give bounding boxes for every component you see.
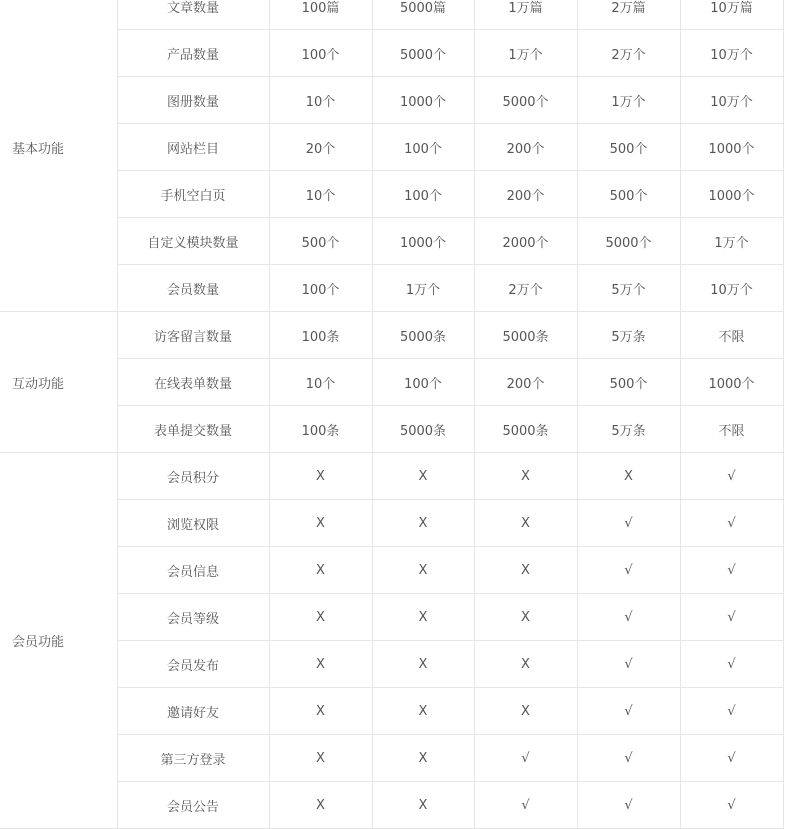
cross-icon: X xyxy=(372,688,474,735)
check-icon: √ xyxy=(577,500,680,547)
value-cell: 100个 xyxy=(269,30,372,77)
value-cell: 10个 xyxy=(269,359,372,406)
value-cell: 5万个 xyxy=(577,265,680,312)
table-row xyxy=(0,218,783,265)
feature-cell: 会员公告 xyxy=(117,782,269,829)
table-row xyxy=(0,77,783,124)
value-cell: 5000条 xyxy=(474,406,577,453)
value-cell: 5000个 xyxy=(577,218,680,265)
value-cell: 200个 xyxy=(474,124,577,171)
value-cell: 100条 xyxy=(269,312,372,359)
value-cell: 100篇 xyxy=(269,0,372,30)
feature-cell: 文章数量 xyxy=(117,0,269,30)
check-icon: √ xyxy=(577,547,680,594)
value-cell: 2万个 xyxy=(577,30,680,77)
table-row xyxy=(0,782,783,829)
table-row xyxy=(0,688,783,735)
check-icon: √ xyxy=(474,735,577,782)
value-cell: 不限 xyxy=(680,312,783,359)
table-row xyxy=(0,735,783,782)
cross-icon: X xyxy=(474,453,577,500)
feature-cell: 会员等级 xyxy=(117,594,269,641)
value-cell: 200个 xyxy=(474,171,577,218)
check-icon: √ xyxy=(680,453,783,500)
value-cell: 2000个 xyxy=(474,218,577,265)
cross-icon: X xyxy=(269,453,372,500)
value-cell: 100个 xyxy=(372,124,474,171)
cross-icon: X xyxy=(474,641,577,688)
feature-cell: 会员积分 xyxy=(117,453,269,500)
feature-cell: 网站栏目 xyxy=(117,124,269,171)
value-cell: 10个 xyxy=(269,171,372,218)
feature-cell: 产品数量 xyxy=(117,30,269,77)
value-cell: 5000条 xyxy=(372,312,474,359)
value-cell: 1000个 xyxy=(680,359,783,406)
value-cell: 10万篇 xyxy=(680,0,783,30)
value-cell: 500个 xyxy=(577,124,680,171)
cross-icon: X xyxy=(269,594,372,641)
cross-icon: X xyxy=(269,782,372,829)
value-cell: 5000篇 xyxy=(372,0,474,30)
table-row xyxy=(0,0,783,30)
feature-cell: 访客留言数量 xyxy=(117,312,269,359)
value-cell: 10万个 xyxy=(680,30,783,77)
value-cell: 5000个 xyxy=(474,77,577,124)
value-cell: 10个 xyxy=(269,77,372,124)
cross-icon: X xyxy=(372,782,474,829)
check-icon: √ xyxy=(680,735,783,782)
feature-cell: 自定义模块数量 xyxy=(117,218,269,265)
value-cell: 1万个 xyxy=(474,30,577,77)
value-cell: 500个 xyxy=(269,218,372,265)
cross-icon: X xyxy=(372,641,474,688)
feature-cell: 图册数量 xyxy=(117,77,269,124)
feature-cell: 表单提交数量 xyxy=(117,406,269,453)
table-row xyxy=(0,124,783,171)
cross-icon: X xyxy=(372,547,474,594)
cross-icon: X xyxy=(474,688,577,735)
cross-icon: X xyxy=(269,641,372,688)
feature-cell: 第三方登录 xyxy=(117,735,269,782)
value-cell: 100个 xyxy=(269,265,372,312)
check-icon: √ xyxy=(577,735,680,782)
cross-icon: X xyxy=(269,500,372,547)
table-row xyxy=(0,641,783,688)
table-row xyxy=(0,359,783,406)
feature-cell: 在线表单数量 xyxy=(117,359,269,406)
cross-icon: X xyxy=(577,453,680,500)
table-row xyxy=(0,312,783,359)
table-row xyxy=(0,594,783,641)
feature-cell: 会员信息 xyxy=(117,547,269,594)
cross-icon: X xyxy=(269,547,372,594)
value-cell: 100个 xyxy=(372,171,474,218)
value-cell: 1万个 xyxy=(372,265,474,312)
cross-icon: X xyxy=(474,547,577,594)
value-cell: 2万个 xyxy=(474,265,577,312)
cross-icon: X xyxy=(372,735,474,782)
value-cell: 1000个 xyxy=(680,171,783,218)
value-cell: 2万篇 xyxy=(577,0,680,30)
check-icon: √ xyxy=(474,782,577,829)
value-cell: 5万条 xyxy=(577,406,680,453)
value-cell: 100条 xyxy=(269,406,372,453)
table-row xyxy=(0,406,783,453)
check-icon: √ xyxy=(577,594,680,641)
cross-icon: X xyxy=(474,594,577,641)
value-cell: 5000条 xyxy=(474,312,577,359)
table-row xyxy=(0,453,783,500)
check-icon: √ xyxy=(680,500,783,547)
cross-icon: X xyxy=(372,453,474,500)
value-cell: 1000个 xyxy=(372,218,474,265)
value-cell: 1000个 xyxy=(680,124,783,171)
table-row xyxy=(0,171,783,218)
value-cell: 1万个 xyxy=(577,77,680,124)
value-cell: 不限 xyxy=(680,406,783,453)
value-cell: 5000条 xyxy=(372,406,474,453)
table-row xyxy=(0,547,783,594)
cross-icon: X xyxy=(372,594,474,641)
table-row xyxy=(0,500,783,547)
check-icon: √ xyxy=(680,688,783,735)
check-icon: √ xyxy=(577,782,680,829)
cross-icon: X xyxy=(269,688,372,735)
value-cell: 200个 xyxy=(474,359,577,406)
feature-cell: 会员数量 xyxy=(117,265,269,312)
check-icon: √ xyxy=(577,641,680,688)
category-cell: 会员功能 xyxy=(0,453,117,829)
check-icon: √ xyxy=(680,547,783,594)
check-icon: √ xyxy=(680,594,783,641)
cross-icon: X xyxy=(269,735,372,782)
feature-cell: 邀请好友 xyxy=(117,688,269,735)
cross-icon: X xyxy=(474,500,577,547)
value-cell: 500个 xyxy=(577,171,680,218)
feature-cell: 浏览权限 xyxy=(117,500,269,547)
category-cell: 互动功能 xyxy=(0,312,117,453)
value-cell: 5万条 xyxy=(577,312,680,359)
value-cell: 20个 xyxy=(269,124,372,171)
category-cell: 基本功能 xyxy=(0,0,117,312)
value-cell: 1万个 xyxy=(680,218,783,265)
feature-cell: 手机空白页 xyxy=(117,171,269,218)
check-icon: √ xyxy=(680,782,783,829)
check-icon: √ xyxy=(680,641,783,688)
table-row xyxy=(0,30,783,77)
value-cell: 500个 xyxy=(577,359,680,406)
feature-cell: 会员发布 xyxy=(117,641,269,688)
cross-icon: X xyxy=(372,500,474,547)
table-row xyxy=(0,265,783,312)
value-cell: 10万个 xyxy=(680,265,783,312)
value-cell: 100个 xyxy=(372,359,474,406)
value-cell: 1万篇 xyxy=(474,0,577,30)
value-cell: 1000个 xyxy=(372,77,474,124)
value-cell: 10万个 xyxy=(680,77,783,124)
check-icon: √ xyxy=(577,688,680,735)
value-cell: 5000个 xyxy=(372,30,474,77)
